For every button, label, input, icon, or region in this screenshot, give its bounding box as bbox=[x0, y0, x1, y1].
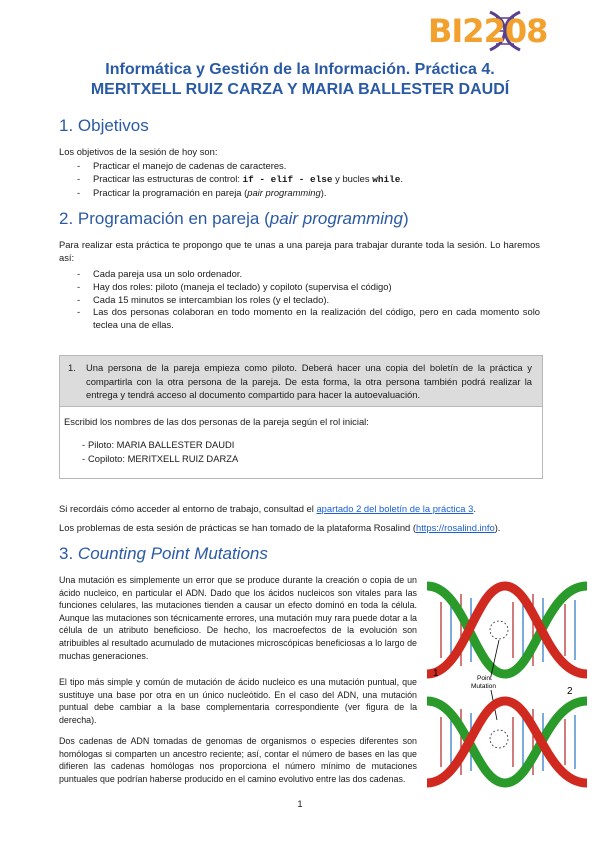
list-item: - Practicar el manejo de cadenas de caracteres. bbox=[59, 160, 540, 173]
code-while: while bbox=[372, 173, 401, 185]
copilot-name: - Copiloto: MERITXELL RUIZ DARZA bbox=[64, 452, 238, 466]
list-item: - Practicar la programación en pareja (pair programming). bbox=[59, 187, 540, 200]
rosalind-note: Los problemas de esta sesión de prácticas se han tomado de la plataforma Rosalind (https://rosalind.info). bbox=[59, 522, 501, 533]
point-mutation-figure bbox=[425, 580, 588, 790]
header-title: Informática y Gestión de la Información. Práctica 4. bbox=[105, 61, 495, 78]
figure-label-mutation: Mutation bbox=[471, 683, 496, 690]
list-item: - Cada pareja usa un solo ordenador. bbox=[59, 268, 540, 281]
practice-3-link[interactable]: apartado 2 del boletín de la práctica 3 bbox=[316, 503, 474, 514]
mutation-paragraph-3: Dos cadenas de ADN tomadas de genomas de organismos o especies diferentes son homólogas si comparten un ancestro reciente; así, contar el número de bases en las que difieren las cadenas homólogas nos proporciona el número mínimo de mutaciones puntuales que podrían haberse producido en el camino evolutivo entre las dos cadenas. bbox=[59, 736, 417, 784]
list-item: - Las dos personas colaboran en todo momento en la realización del código, pero en cada momento solo teclea una de ellas. bbox=[59, 306, 540, 332]
figure-label-1: 1 bbox=[433, 668, 439, 679]
instruction-list bbox=[60, 361, 542, 402]
environment-note: Si recordáis cómo acceder al entorno de trabajo, consultad el apartado 2 del boletín de la práctica 3. bbox=[59, 503, 476, 514]
pair-rules-list bbox=[59, 268, 540, 332]
objectives-intro: Los objetivos de la sesión de hoy son: bbox=[59, 146, 218, 157]
instruction-item: 1. Una persona de la pareja empieza como piloto. Deberá hacer una copia del boletín de la práctica y compartirla con la otra persona de la pareja. De esta forma, la otra persona también podrá realizar la entrega y tendrá acceso al documento compartido para hacer la autoevaluación. bbox=[68, 362, 532, 401]
roles-lead: Escribid los nombres de las dos personas de la pareja según el rol inicial: bbox=[64, 416, 369, 427]
roles-list bbox=[64, 438, 238, 466]
mutation-paragraph-1: Una mutación es simplemente un error que se produce durante la creación o copia de un ácido nucleico, en particular el ADN. Dado que los ácidos nucleicos son vitales para las funciones celulares, las mutaciones tienden a causar un efecto dominó en toda la célula. Aunque las mutaciones son técnicamente errores, una mutación muy rara puede dotar a la célula de un atributo beneficioso. De hecho, los macroefectos de la evolución son atribuibles al resultado acumulado de mutaciones microscópicas beneficiosas a lo largo de muchas generaciones. bbox=[59, 575, 417, 661]
pair-intro: Para realizar esta práctica te propongo que te unas a una pareja para trabajar durante toda la sesión. Lo haremos así: bbox=[59, 239, 540, 263]
pilot-name: - Piloto: MARIA BALLESTER DAUDI bbox=[64, 438, 238, 452]
figure-label-2: 2 bbox=[567, 686, 573, 697]
page-number: 1 bbox=[297, 798, 303, 809]
section-3-title: 3. Counting Point Mutations bbox=[59, 544, 268, 563]
list-item: - Cada 15 minutos se intercambian los roles (y el teclado). bbox=[59, 294, 540, 307]
figure-label-point: Point bbox=[477, 675, 492, 682]
rosalind-link[interactable]: https://rosalind.info bbox=[415, 522, 495, 533]
dna-helix-top-icon bbox=[427, 586, 587, 674]
dna-helix-bottom-icon bbox=[427, 701, 587, 783]
logo-text: BI2208 bbox=[428, 12, 548, 50]
header-authors: MERITXELL RUIZ CARZA Y MARIA BALLESTER DAUDÍ bbox=[90, 81, 510, 98]
instruction-box bbox=[59, 355, 543, 407]
list-item: - Practicar las estructuras de control: if - elif - else y bucles while. bbox=[59, 173, 540, 187]
list-item: - Hay dos roles: piloto (maneja el teclado) y copiloto (supervisa el código) bbox=[59, 281, 540, 294]
bi2208-logo bbox=[428, 10, 548, 52]
roles-box bbox=[59, 407, 543, 479]
code-if-elif-else: if - elif - else bbox=[242, 173, 333, 185]
objectives-list bbox=[59, 160, 540, 199]
mutation-paragraph-2: El tipo más simple y común de mutación de ácido nucleico es una mutación puntual, que sustituye una base por otra en un único nucleótido. En el caso del ADN, una mutación puntual debe cambiar a la base complementaria correspondiente (ver figura de la derecha). bbox=[59, 677, 417, 725]
section-2-title: 2. Programación en pareja (pair programming) bbox=[59, 209, 409, 228]
section-1-title: 1. Objetivos bbox=[59, 116, 149, 135]
document-header bbox=[40, 60, 560, 100]
